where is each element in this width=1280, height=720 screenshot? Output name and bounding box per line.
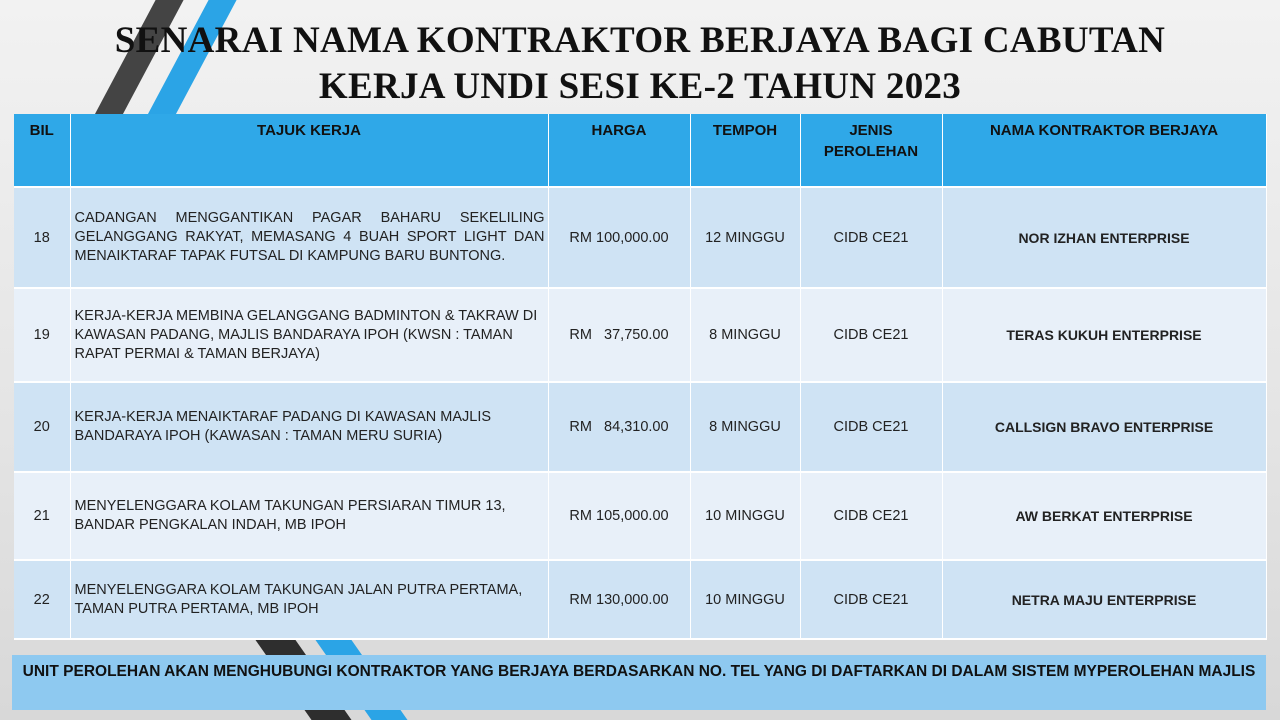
cell-tempoh: 8 MINGGU: [690, 382, 800, 472]
header-jenis-perolehan: JENIS PEROLEHAN: [800, 114, 942, 187]
header-bil: BIL: [14, 114, 70, 187]
cell-harga: RM 130,000.00: [548, 560, 690, 639]
cell-harga: RM 37,750.00: [548, 288, 690, 382]
cell-nama-kontraktor: NETRA MAJU ENTERPRISE: [942, 560, 1266, 639]
cell-harga: RM 100,000.00: [548, 187, 690, 288]
cell-nama-kontraktor: AW BERKAT ENTERPRISE: [942, 472, 1266, 560]
cell-bil: 20: [14, 382, 70, 472]
cell-tajuk-kerja: KERJA-KERJA MEMBINA GELANGGANG BADMINTON & TAKRAW DI KAWASAN PADANG, MAJLIS BANDARAYA IPOH (KWSN : TAMAN RAPAT PERMAI & TAMAN BERJAYA): [70, 288, 548, 382]
table-row: [14, 472, 1266, 560]
cell-tempoh: 10 MINGGU: [690, 472, 800, 560]
cell-nama-kontraktor: TERAS KUKUH ENTERPRISE: [942, 288, 1266, 382]
footer-notice: UNIT PEROLEHAN AKAN MENGHUBUNGI KONTRAKTOR YANG BERJAYA BERDASARKAN NO. TEL YANG DI DAFTARKAN DI DALAM SISTEM MYPEROLEHAN MAJLIS: [12, 655, 1266, 710]
cell-bil: 22: [14, 560, 70, 639]
cell-bil: 19: [14, 288, 70, 382]
cell-harga: RM 105,000.00: [548, 472, 690, 560]
cell-nama-kontraktor: NOR IZHAN ENTERPRISE: [942, 187, 1266, 288]
table-row: [14, 560, 1266, 639]
cell-tempoh: 12 MINGGU: [690, 187, 800, 288]
contractor-table: [14, 114, 1267, 640]
title-line-1: SENARAI NAMA KONTRAKTOR BERJAYA BAGI CABUTAN: [114, 20, 1166, 61]
cell-tajuk-kerja: MENYELENGGARA KOLAM TAKUNGAN PERSIARAN TIMUR 13, BANDAR PENGKALAN INDAH, MB IPOH: [70, 472, 548, 560]
cell-tempoh: 10 MINGGU: [690, 560, 800, 639]
cell-jenis-perolehan: CIDB CE21: [800, 560, 942, 639]
cell-harga: RM 84,310.00: [548, 382, 690, 472]
table-row: [14, 382, 1266, 472]
cell-tajuk-kerja: MENYELENGGARA KOLAM TAKUNGAN JALAN PUTRA PERTAMA, TAMAN PUTRA PERTAMA, MB IPOH: [70, 560, 548, 639]
header-nama-kontraktor: NAMA KONTRAKTOR BERJAYA: [942, 114, 1266, 187]
cell-bil: 21: [14, 472, 70, 560]
cell-tempoh: 8 MINGGU: [690, 288, 800, 382]
cell-jenis-perolehan: CIDB CE21: [800, 472, 942, 560]
cell-jenis-perolehan: CIDB CE21: [800, 187, 942, 288]
cell-tajuk-kerja: KERJA-KERJA MENAIKTARAF PADANG DI KAWASAN MAJLIS BANDARAYA IPOH (KAWASAN : TAMAN MERU SURIA): [70, 382, 548, 472]
header-harga: HARGA: [548, 114, 690, 187]
cell-nama-kontraktor: CALLSIGN BRAVO ENTERPRISE: [942, 382, 1266, 472]
table-header-row: [14, 114, 1266, 187]
cell-bil: 18: [14, 187, 70, 288]
header-tempoh: TEMPOH: [690, 114, 800, 187]
table-row: [14, 288, 1266, 382]
page-title: [0, 18, 1280, 110]
cell-jenis-perolehan: CIDB CE21: [800, 382, 942, 472]
table-row: [14, 187, 1266, 288]
header-tajuk-kerja: TAJUK KERJA: [70, 114, 548, 187]
cell-jenis-perolehan: CIDB CE21: [800, 288, 942, 382]
title-line-2: KERJA UNDI SESI KE-2 TAHUN 2023: [318, 66, 962, 107]
cell-tajuk-kerja: CADANGAN MENGGANTIKAN PAGAR BAHARU SEKELILING GELANGGANG RAKYAT, MEMASANG 4 BUAH SPORT LIGHT DAN MENAIKTARAF TAPAK FUTSAL DI KAMPUNG BARU BUNTONG.: [70, 187, 548, 288]
